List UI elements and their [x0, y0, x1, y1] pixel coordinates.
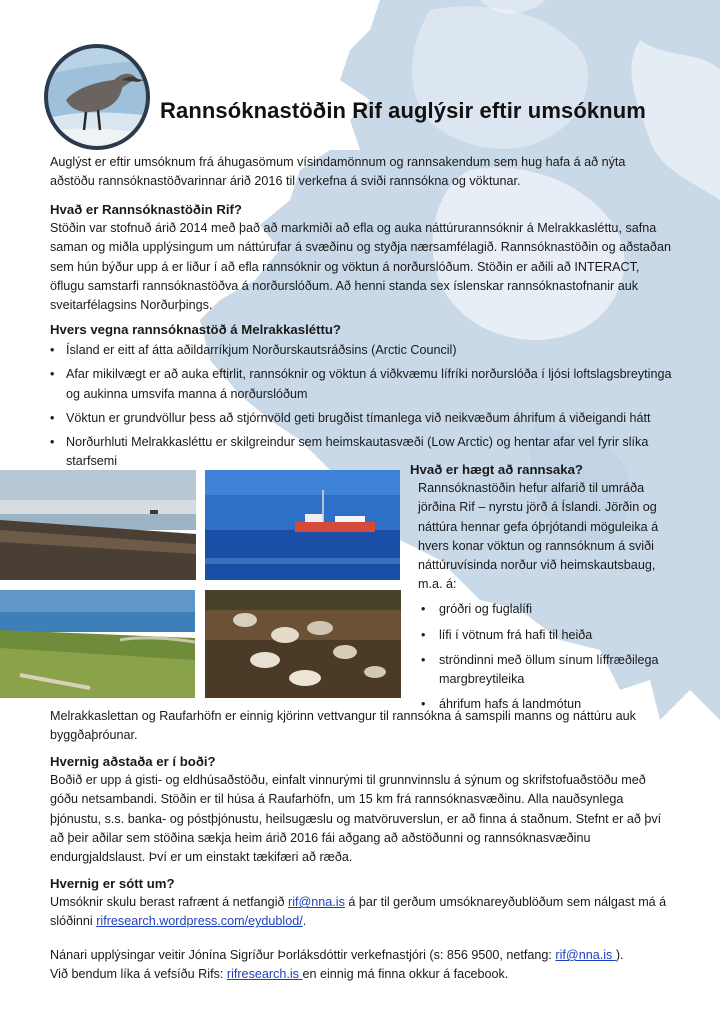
- intro-text: Auglýst er eftir umsóknum frá áhugasömum vísindamönnum og rannsakendum sem hug hafa á að nýta aðstöðu rannsóknastöðvarinnar árið 2016 til verkefna á sviði rannsókna og vöktunar.: [50, 155, 626, 189]
- photo-grassland: [0, 590, 195, 698]
- photo-harbour: [205, 470, 400, 580]
- contact-text: en einnig má finna okkur á facebook.: [302, 967, 509, 982]
- photo-coast: [0, 470, 196, 580]
- research-heading: Hvað er hægt að rannsaka?: [410, 462, 583, 477]
- contact-line-2: [50, 965, 690, 984]
- contact-email-link[interactable]: rif@nna.is: [555, 948, 616, 962]
- why-section: [50, 320, 672, 476]
- what-heading: Hvað er Rannsóknastöðin Rif?: [50, 202, 242, 217]
- why-item: • Vöktun er grundvöllur þess að stjórnvöld geti brugðist tímanlega við neikvæðum áhrifum á viðeigandi hátt: [50, 409, 672, 428]
- website-link[interactable]: rifresearch.is: [226, 967, 303, 982]
- facilities-section: [50, 752, 672, 867]
- why-heading: Hvers vegna rannsóknastöð á Melrakkasléttu?: [50, 322, 341, 337]
- context-text: Melrakkaslettan og Raufarhöfn er einnig kjörinn vettvangur til rannsókna á samspili manns og náttúru auk byggðaþróunar.: [50, 709, 636, 743]
- research-item: • gróðri og fuglalífi: [418, 600, 672, 619]
- what-section: [50, 200, 672, 315]
- apply-text: Umsóknir skulu berast rafrænt á netfangið: [50, 895, 288, 910]
- apply-body: [50, 893, 672, 931]
- apply-form-link[interactable]: rifresearch.wordpress.com/eydublod/: [96, 914, 303, 929]
- why-item: • Norðurhluti Melrakkasléttu er skilgreindur sem heimskautasvæði (Low Arctic) og hentar afar vel fyrir slíka starfsemi: [50, 433, 672, 471]
- intro-section: [50, 153, 670, 191]
- context-section: [50, 707, 672, 745]
- why-item: • Afar mikilvægt er að auka eftirlit, rannsóknir og vöktun á viðkvæmu lífríki norðurslóða í ljósi loftslagsbreytinga og aukinna umsvifa manna á norðurslóðum: [50, 365, 672, 403]
- bird-logo-icon: [42, 42, 152, 152]
- research-list: [410, 600, 672, 714]
- research-item: • áhrifum hafs á landmótun: [418, 695, 672, 714]
- research-item: • ströndinni með öllum sínum líffræðilega margbreytileika: [418, 651, 672, 689]
- contact-section: [50, 946, 690, 984]
- why-item: • Ísland er eitt af átta aðildarríkjum Norðurskautsráðsins (Arctic Council): [50, 341, 672, 360]
- apply-email-link[interactable]: rif@nna.is: [288, 895, 345, 910]
- page-title: Rannsóknastöðin Rif auglýsir eftir umsóknum: [160, 98, 646, 123]
- contact-text: Við bendum líka á vefsíðu Rifs:: [50, 967, 227, 982]
- why-list: [50, 341, 672, 471]
- facilities-heading: Hvernig aðstaða er í boði?: [50, 754, 216, 769]
- research-body: Rannsóknastöðin hefur alfarið til umráða jörðina Rif – nyrstu jörð á Íslandi. Jörðin og náttúra hennar gefa óþrjótandi möguleika á hvers konar vöktun og rannsóknum á sviði náttúruvísinda norður við heimskautsbaug, m.a. á:: [418, 481, 659, 592]
- apply-section: [50, 874, 672, 932]
- contact-text: Nánari upplýsingar veitir Jónína Sigríður Þorláksdóttir verkefnastjóri (s: 856 9500, netfang:: [50, 948, 556, 962]
- contact-text: ).: [615, 948, 624, 962]
- apply-text: á þar til gerðum umsóknareyðublöðum sem nálgast má á slóðinni: [50, 895, 667, 929]
- apply-text: .: [302, 914, 307, 929]
- contact-line-1: [50, 946, 690, 965]
- facilities-body: Boðið er upp á gisti- og eldhúsaðstöðu, einfalt vinnurými til grunnvinnslu á sýnum og skrifstofuaðstöðu með góðu netsambandi. Stöðin er til húsa á Raufarhöfn, um 15 km frá rannsóknasvæðinu. Alla nauðsynlega þjónustu, s.s. banka- og póstþjónustu, heilsugæslu og matvöruverslun, er að finna á staðnum. Stefnt er að því að þeir aðilar sem stöðina sækja heim árið 2016 fái aðgang að aðstöðunni og rannsóknasvæðinu endurgjaldslaust. Því er um einstakt tækifæri að ræða.: [50, 773, 662, 865]
- photo-shorebirds: [205, 590, 401, 698]
- research-section: [410, 460, 672, 720]
- research-item: • lífi í vötnum frá hafi til heiða: [418, 626, 672, 645]
- apply-heading: Hvernig er sótt um?: [50, 876, 175, 891]
- what-body: Stöðin var stofnuð árið 2014 með það að markmiði að efla og auka náttúrurannsóknir á Melrakkasléttu, safna saman og miðla upplýsingum um náttúrufar á svæðinu og styðja nærsamfélagið. Rannsóknastöðin og aðstaðan sem hún býður upp á er liður í að efla rannsóknir og vöktun á norðurslóðum. Stöðin er aðili að INTERACT, öflugu samstarfi rannsóknastöðva á norðurslóðum. Að henni standa sex íslenskar rannsóknastofnanir auk sveitarfélagsins Norðurþings.: [50, 221, 671, 313]
